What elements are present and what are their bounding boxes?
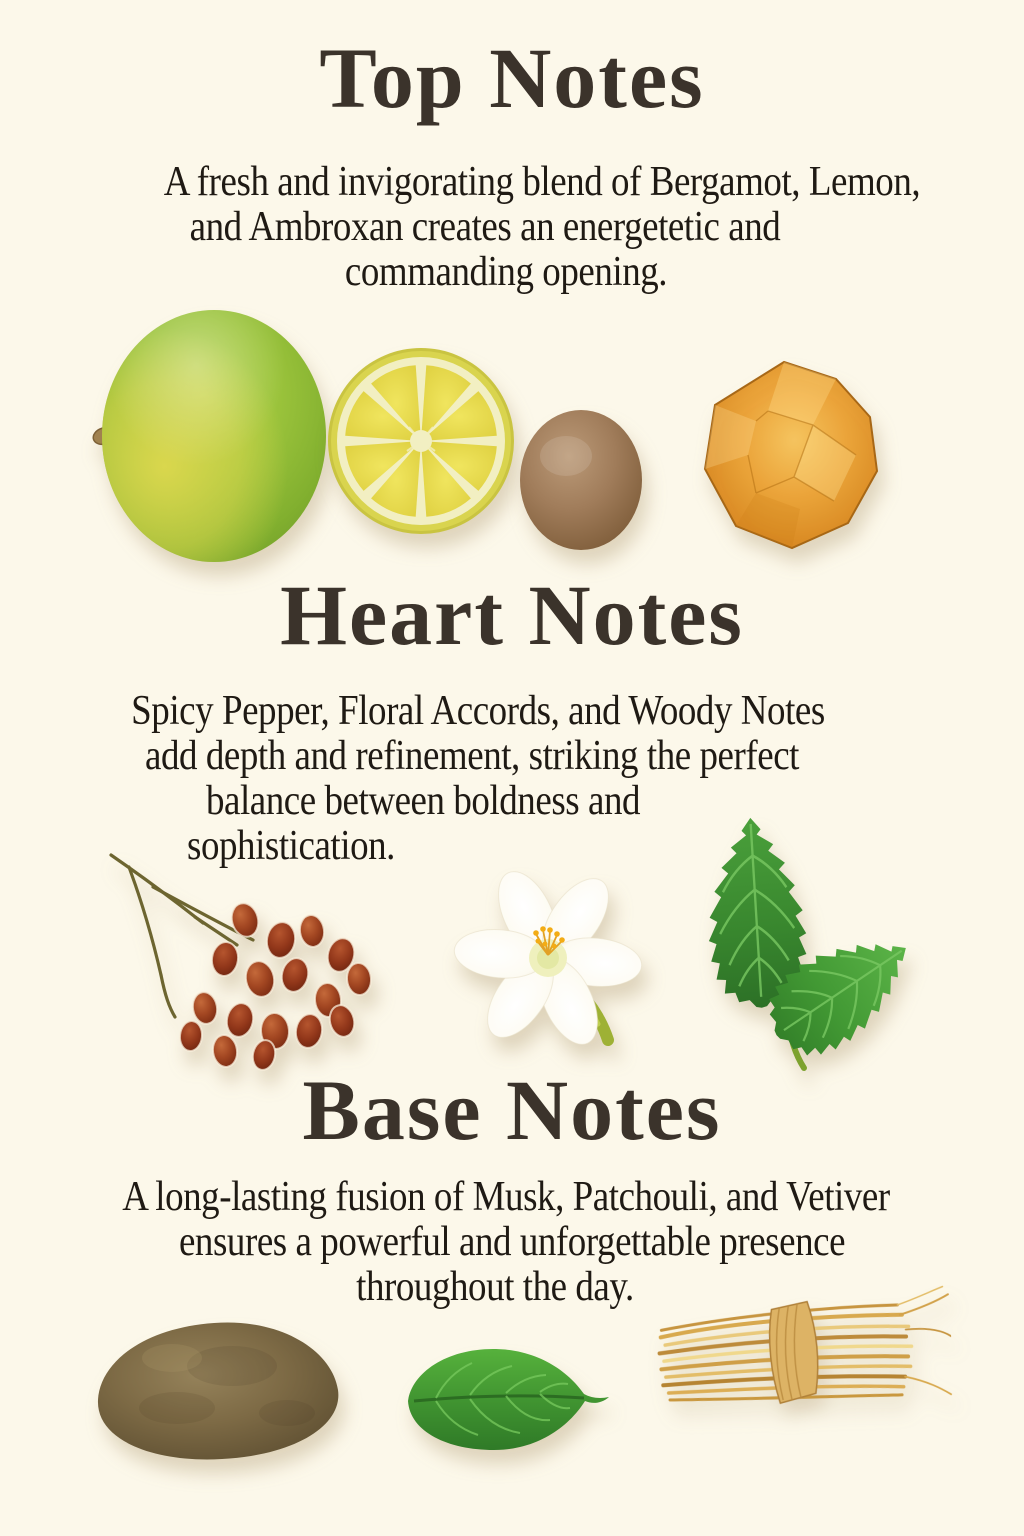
mint-leaves-photo [692, 810, 912, 1075]
musk-stone-illustration [82, 1308, 352, 1468]
base-notes-heading: Base Notes [302, 1062, 722, 1158]
heart-notes-line: Spicy Pepper, Floral Accords, and Woody Notes [131, 688, 825, 734]
top-notes-description [0, 160, 1024, 295]
heart-notes-line: sophistication. [187, 823, 395, 869]
top-notes-line: and Ambroxan creates an energetetic and [189, 204, 781, 250]
vetiver-bundle-illustration [649, 1282, 956, 1433]
pepper-berries-illustration [95, 845, 385, 1080]
heart-notes-heading: Heart Notes [280, 567, 744, 663]
patchouli-leaf-illustration [398, 1338, 613, 1463]
lemon-half-illustration [327, 347, 515, 535]
musk-sphere-photo [518, 408, 644, 552]
patchouli-leaf-photo [398, 1338, 613, 1463]
vetiver-bundle-photo [649, 1282, 956, 1433]
base-notes-line: throughout the day. [356, 1264, 634, 1310]
musk-stone-photo [82, 1308, 352, 1468]
white-blossom-photo [448, 856, 663, 1066]
top-notes-heading: Top Notes [319, 30, 705, 126]
base-notes-line: A long-lasting fusion of Musk, Patchouli, and Vetiver [122, 1174, 890, 1220]
musk-sphere-illustration [518, 408, 644, 552]
top-notes-line: A fresh and invigorating blend of Bergamot, Lemon, [163, 159, 921, 205]
bergamot-lime-photo [88, 306, 328, 568]
base-notes-line: ensures a powerful and unforgettable presence [178, 1219, 846, 1265]
ambroxan-crystal-photo [696, 359, 884, 551]
ambroxan-crystal-illustration [696, 359, 884, 551]
heart-notes-line: add depth and refinement, striking the perfect [144, 733, 800, 779]
top-notes-line: commanding opening. [344, 249, 668, 295]
heart-notes-line: balance between boldness and [205, 778, 641, 824]
pepper-berries-photo [95, 845, 385, 1080]
lemon-half-photo [327, 347, 515, 535]
mint-leaves-illustration [692, 810, 912, 1075]
bergamot-lime-illustration [88, 306, 328, 568]
white-blossom-illustration [448, 856, 663, 1066]
